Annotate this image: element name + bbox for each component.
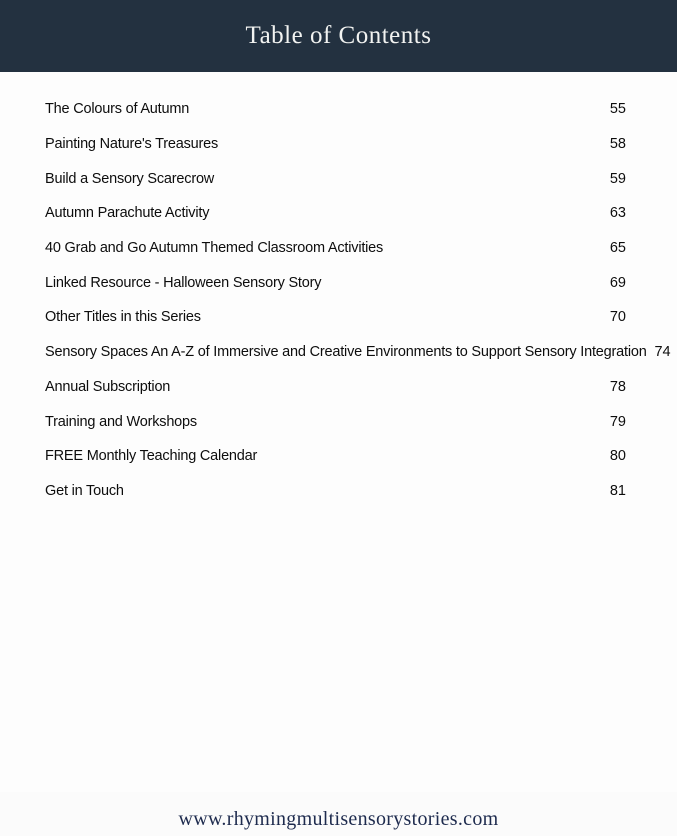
toc-entry-label: Get in Touch bbox=[45, 482, 124, 499]
toc-entry-label: The Colours of Autumn bbox=[45, 101, 190, 118]
toc-entry-page: 65 bbox=[609, 240, 626, 257]
toc-entry[interactable] bbox=[45, 474, 626, 509]
toc-entry-page: 79 bbox=[609, 413, 626, 430]
toc-entry[interactable] bbox=[45, 92, 626, 127]
toc-entry-page: 70 bbox=[609, 309, 626, 326]
toc-entry-label: 40 Grab and Go Autumn Themed Classroom Activities bbox=[45, 240, 384, 257]
toc-entry-page: 58 bbox=[609, 136, 626, 153]
toc-entry-label: Build a Sensory Scarecrow bbox=[45, 170, 215, 187]
toc-entry-label: Other Titles in this Series bbox=[45, 309, 201, 326]
toc-entry-page: 74 bbox=[654, 344, 671, 361]
toc-entry-label: Painting Nature's Treasures bbox=[45, 136, 219, 153]
toc-entry[interactable] bbox=[45, 439, 626, 474]
toc-entry[interactable] bbox=[45, 231, 626, 266]
toc-entry[interactable] bbox=[45, 161, 626, 196]
page-title: Table of Contents bbox=[245, 22, 432, 49]
page-footer bbox=[0, 792, 677, 836]
toc-entry-page: 81 bbox=[609, 482, 626, 499]
toc-entry[interactable] bbox=[45, 370, 626, 405]
website-link[interactable]: www.rhymingmultisensorystories.com bbox=[178, 807, 499, 830]
toc-entry[interactable] bbox=[45, 404, 626, 439]
toc-entry-page: 78 bbox=[609, 378, 626, 395]
toc-entry-label: Annual Subscription bbox=[45, 378, 171, 395]
page-header bbox=[0, 0, 677, 72]
toc-entry-label: Training and Workshops bbox=[45, 413, 197, 430]
toc-entry-label: Linked Resource - Halloween Sensory Story bbox=[45, 274, 322, 291]
toc-entry-label: Autumn Parachute Activity bbox=[45, 205, 210, 222]
toc-entry-label: FREE Monthly Teaching Calendar bbox=[45, 448, 258, 465]
toc-entry-page: 80 bbox=[609, 448, 626, 465]
toc-entry-page: 69 bbox=[609, 274, 626, 291]
toc-entry-label: Sensory Spaces An A-Z of Immersive and Creative Environments to Support Sensory Integration bbox=[45, 344, 647, 361]
toc-entry-page: 59 bbox=[609, 170, 626, 187]
toc-entry-page: 55 bbox=[609, 101, 626, 118]
toc-entry[interactable] bbox=[45, 300, 626, 335]
toc-entry[interactable] bbox=[45, 265, 626, 300]
toc-entry[interactable] bbox=[45, 127, 626, 162]
toc-entry[interactable] bbox=[45, 196, 626, 231]
toc-list bbox=[0, 72, 677, 508]
toc-entry[interactable] bbox=[45, 335, 671, 370]
toc-entry-page: 63 bbox=[609, 205, 626, 222]
